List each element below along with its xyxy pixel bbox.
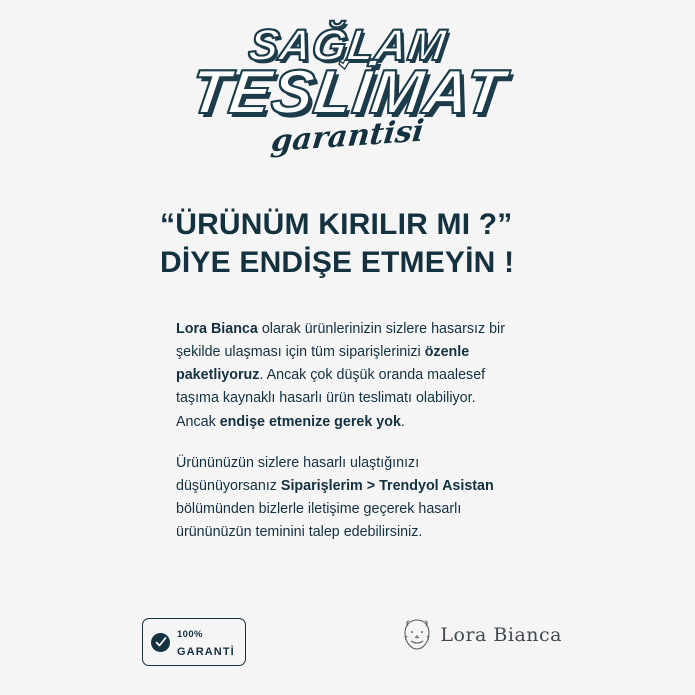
p2-text-c: bölümünden bizlerle iletişime geçerek hasarlı ürününüzün teminini talep edebilirsiniz. — [176, 501, 462, 541]
hero-line-2: TESLİMAT — [186, 58, 510, 127]
lion-head-logo-icon — [402, 618, 432, 652]
hero-line-1: SAĞLAM — [245, 21, 450, 70]
guarantee-text-label: GARANTİ — [177, 646, 235, 658]
brand-logo — [402, 618, 562, 652]
hero-line-3: garantisi — [269, 113, 426, 160]
headline-line-2: DİYE ENDİŞE ETMEYİN ! — [160, 246, 515, 280]
p2-bold-b: Siparişlerim > Trendyol Asistan — [280, 477, 494, 494]
brand-name: Lora Bianca — [440, 624, 562, 646]
p1-bold-d: endişe etmenize gerek yok — [219, 413, 401, 430]
paragraph-2 — [176, 452, 510, 545]
p1-text-a: olarak ürünlerinizin sizlere hasarsız bir şekilde ulaşması için tüm siparişlerinizi — [176, 321, 505, 361]
status-badge — [142, 618, 246, 666]
paragraph-1 — [176, 318, 510, 434]
p2-text-a: Ürününüzün sizlere hasarlı ulaştığınızı düşünüyorsanız — [176, 454, 420, 494]
p1-text-c: . Ancak çok düşük oranda maalesef taşıma kaynaklı hasarlı ürün teslimatı olabiliyor. Ancak — [176, 367, 486, 430]
guarantee-labels — [177, 624, 235, 660]
footer — [0, 610, 695, 670]
headline-line-1: “ÜRÜNÜM KIRILIR MI ?” — [160, 208, 513, 241]
page-title — [160, 206, 580, 283]
p1-bold-b: özenle paketliyoruz — [176, 344, 470, 384]
body-copy — [176, 318, 510, 544]
brand-inline-1: Lora Bianca — [176, 321, 258, 337]
p1-text-e: . — [400, 413, 405, 430]
hero-banner — [0, 21, 695, 174]
check-circle-icon — [151, 633, 170, 652]
guarantee-percent-label: 100% — [177, 629, 203, 640]
